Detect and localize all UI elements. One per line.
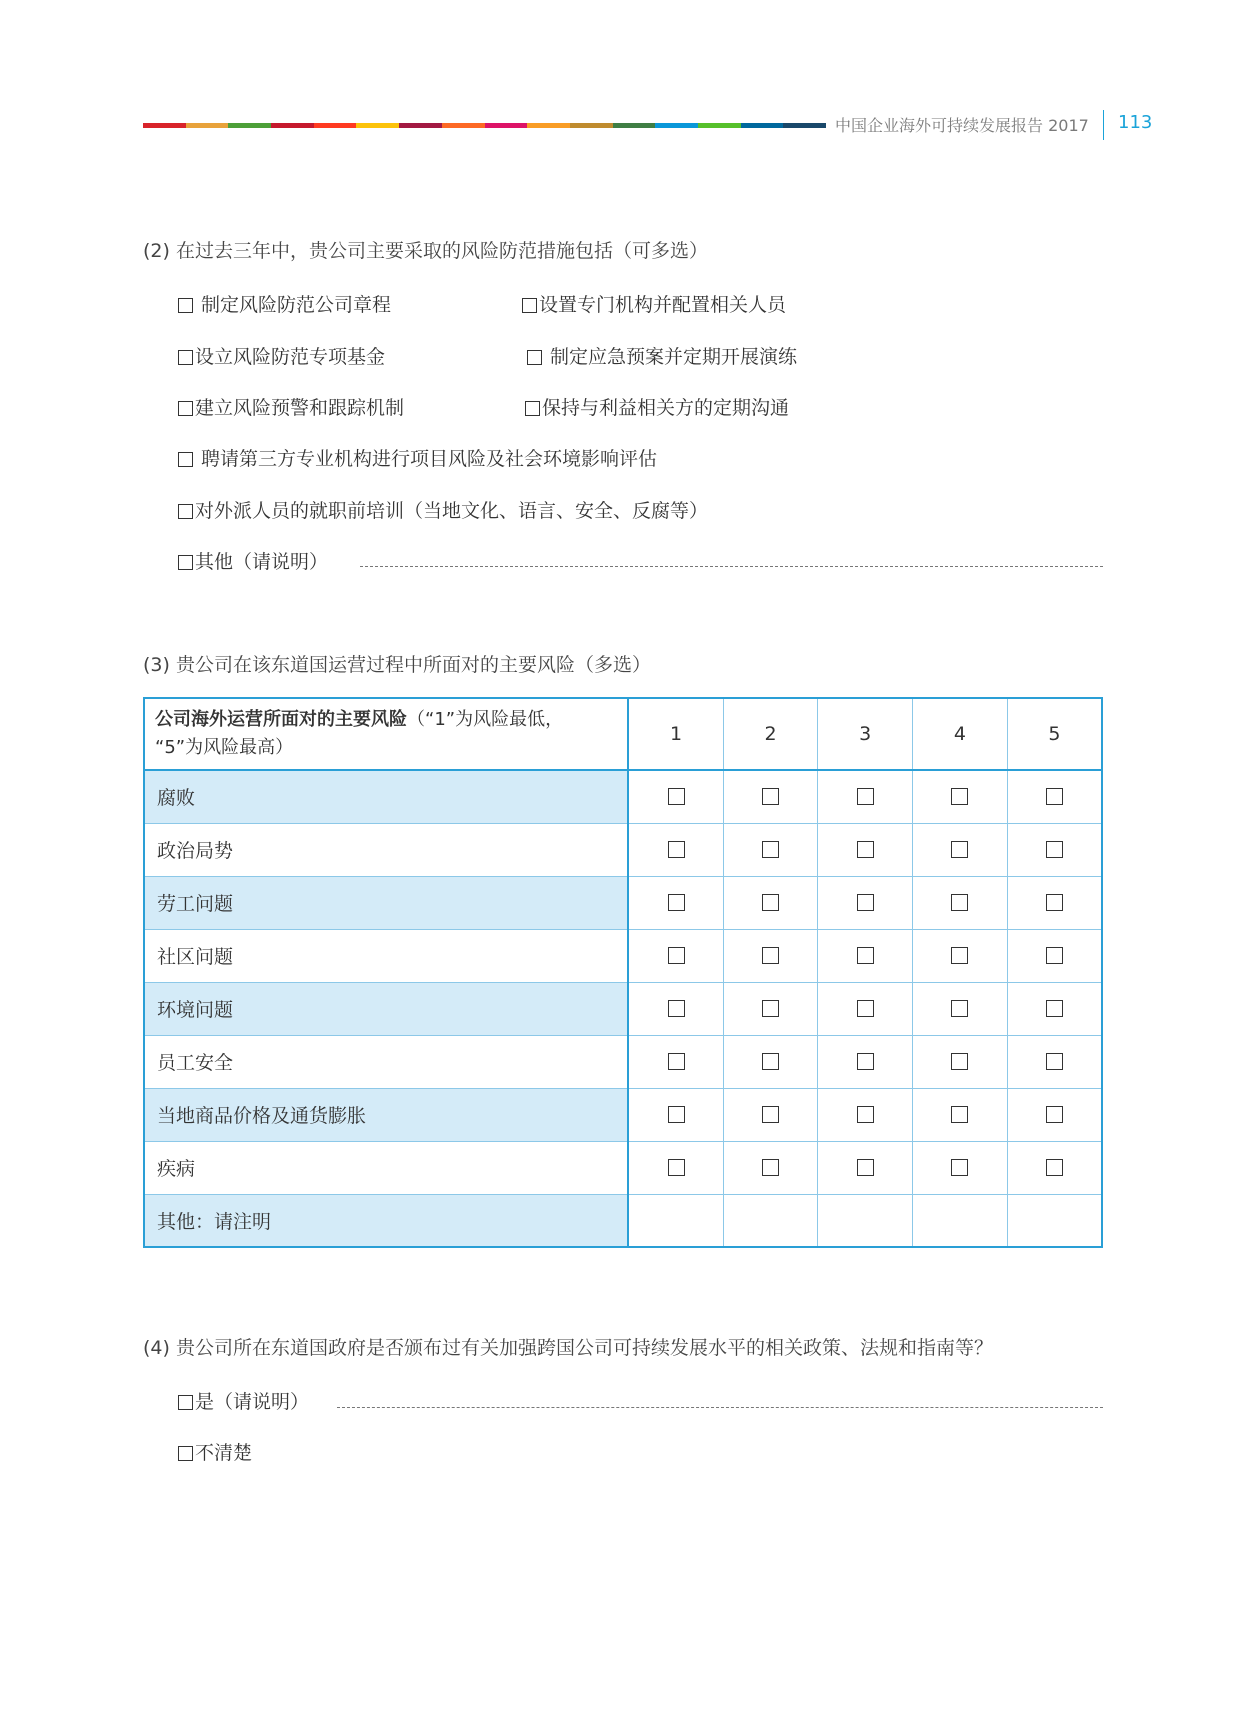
checkbox-icon[interactable] [857,1000,874,1017]
checkbox-icon[interactable] [668,1159,685,1176]
checkbox-icon[interactable] [857,894,874,911]
checkbox-icon[interactable] [668,947,685,964]
other-cell-2[interactable] [723,1194,818,1247]
table-row [144,929,1102,982]
table-header-risk: 公司海外运营所面对的主要风险（“1”为风险最低， “5”为风险最高） [144,698,628,770]
scale-header-2: 2 [723,698,818,770]
q2-option-3[interactable]: 设立风险防范专项基金 [178,342,385,369]
checkbox-icon[interactable] [668,1106,685,1123]
checkbox-icon[interactable] [1046,947,1063,964]
scale-header-3: 3 [818,698,913,770]
q2-other-fill-line[interactable] [360,566,1103,567]
checkbox-icon[interactable] [178,401,193,416]
other-cell-3[interactable] [818,1194,913,1247]
checkbox-icon[interactable] [522,298,537,313]
color-bar-segment [570,123,613,128]
scale-header-4: 4 [913,698,1008,770]
question-4-title: (4) 贵公司所在东道国政府是否颁布过有关加强跨国公司可持续发展水平的相关政策、法规和指南等？ [143,1337,993,1359]
checkbox-icon[interactable] [951,788,968,805]
risk-label: 其他：请注明 [144,1194,628,1247]
table-row [144,770,1102,823]
risk-label: 环境问题 [144,982,628,1035]
checkbox-icon[interactable] [951,1159,968,1176]
checkbox-icon[interactable] [762,1000,779,1017]
checkbox-icon[interactable] [1046,1159,1063,1176]
risk-label: 疾病 [144,1141,628,1194]
checkbox-icon[interactable] [668,1053,685,1070]
color-bar-segment [271,123,314,128]
page-number: 113 [1118,112,1153,133]
checkbox-icon[interactable] [525,401,540,416]
color-bar-segment [741,123,784,128]
checkbox-icon[interactable] [178,452,193,467]
checkbox-icon[interactable] [857,788,874,805]
checkbox-icon[interactable] [857,841,874,858]
checkbox-icon[interactable] [668,788,685,805]
table-row [144,1194,1102,1247]
checkbox-icon[interactable] [1046,1000,1063,1017]
header-color-bar [143,123,826,128]
other-cell-5[interactable] [1007,1194,1102,1247]
checkbox-icon[interactable] [762,1053,779,1070]
table-row [144,876,1102,929]
color-bar-segment [442,123,485,128]
checkbox-icon[interactable] [1046,841,1063,858]
table-row [144,823,1102,876]
checkbox-icon[interactable] [178,298,193,313]
checkbox-icon[interactable] [762,947,779,964]
q2-option-other[interactable]: 其他（请说明） [178,547,328,574]
table-row [144,982,1102,1035]
report-title: 中国企业海外可持续发展报告 2017 [835,116,1089,135]
table-row [144,1035,1102,1088]
checkbox-icon[interactable] [1046,788,1063,805]
other-cell-4[interactable] [913,1194,1008,1247]
color-bar-segment [698,123,741,128]
checkbox-icon[interactable] [178,1446,193,1461]
q4-option-unsure[interactable]: 不清楚 [178,1438,252,1465]
checkbox-icon[interactable] [178,350,193,365]
color-bar-segment [143,123,186,128]
checkbox-icon[interactable] [178,555,193,570]
checkbox-icon[interactable] [762,894,779,911]
checkbox-icon[interactable] [857,947,874,964]
risk-label: 社区问题 [144,929,628,982]
checkbox-icon[interactable] [951,894,968,911]
q2-option-8[interactable]: 对外派人员的就职前培训（当地文化、语言、安全、反腐等） [178,496,708,523]
color-bar-segment [527,123,570,128]
risk-label: 腐败 [144,770,628,823]
q2-option-7[interactable]: 聘请第三方专业机构进行项目风险及社会环境影响评估 [178,444,657,471]
q4-yes-fill-line[interactable] [337,1407,1103,1408]
q2-option-1[interactable]: 制定风险防范公司章程 [178,290,391,317]
checkbox-icon[interactable] [762,1159,779,1176]
other-cell-1[interactable] [628,1194,723,1247]
checkbox-icon[interactable] [178,1395,193,1410]
risk-label: 劳工问题 [144,876,628,929]
checkbox-icon[interactable] [762,841,779,858]
color-bar-segment [655,123,698,128]
q2-option-6[interactable]: 保持与利益相关方的定期沟通 [525,393,789,420]
checkbox-icon[interactable] [857,1106,874,1123]
color-bar-segment [399,123,442,128]
checkbox-icon[interactable] [951,1106,968,1123]
risk-label: 当地商品价格及通货膨胀 [144,1088,628,1141]
q4-option-yes[interactable]: 是（请说明） [178,1387,309,1414]
checkbox-icon[interactable] [668,1000,685,1017]
table-row [144,1088,1102,1141]
checkbox-icon[interactable] [951,1000,968,1017]
checkbox-icon[interactable] [762,788,779,805]
checkbox-icon[interactable] [857,1053,874,1070]
q2-option-5[interactable]: 建立风险预警和跟踪机制 [178,393,404,420]
color-bar-segment [314,123,357,128]
checkbox-icon[interactable] [178,504,193,519]
checkbox-icon[interactable] [1046,1053,1063,1070]
color-bar-segment [485,123,528,128]
checkbox-icon[interactable] [1046,1106,1063,1123]
risk-rating-table [143,697,1103,1248]
risk-label: 员工安全 [144,1035,628,1088]
checkbox-icon[interactable] [527,350,542,365]
q2-option-2[interactable]: 设置专门机构并配置相关人员 [522,290,786,317]
scale-header-5: 5 [1007,698,1102,770]
color-bar-segment [783,123,826,128]
checkbox-icon[interactable] [951,841,968,858]
scale-header-1: 1 [628,698,723,770]
question-3-title: (3) 贵公司在该东道国运营过程中所面对的主要风险（多选） [143,654,651,676]
header-divider [1103,110,1104,140]
checkbox-icon[interactable] [857,1159,874,1176]
checkbox-icon[interactable] [668,841,685,858]
color-bar-segment [186,123,229,128]
color-bar-segment [356,123,399,128]
color-bar-segment [228,123,271,128]
checkbox-icon[interactable] [951,1053,968,1070]
risk-label: 政治局势 [144,823,628,876]
checkbox-icon[interactable] [762,1106,779,1123]
table-row [144,1141,1102,1194]
question-2-title: (2) 在过去三年中，贵公司主要采取的风险防范措施包括（可多选） [143,240,708,262]
checkbox-icon[interactable] [951,947,968,964]
color-bar-segment [613,123,656,128]
checkbox-icon[interactable] [668,894,685,911]
q2-option-4[interactable]: 制定应急预案并定期开展演练 [527,342,797,369]
checkbox-icon[interactable] [1046,894,1063,911]
